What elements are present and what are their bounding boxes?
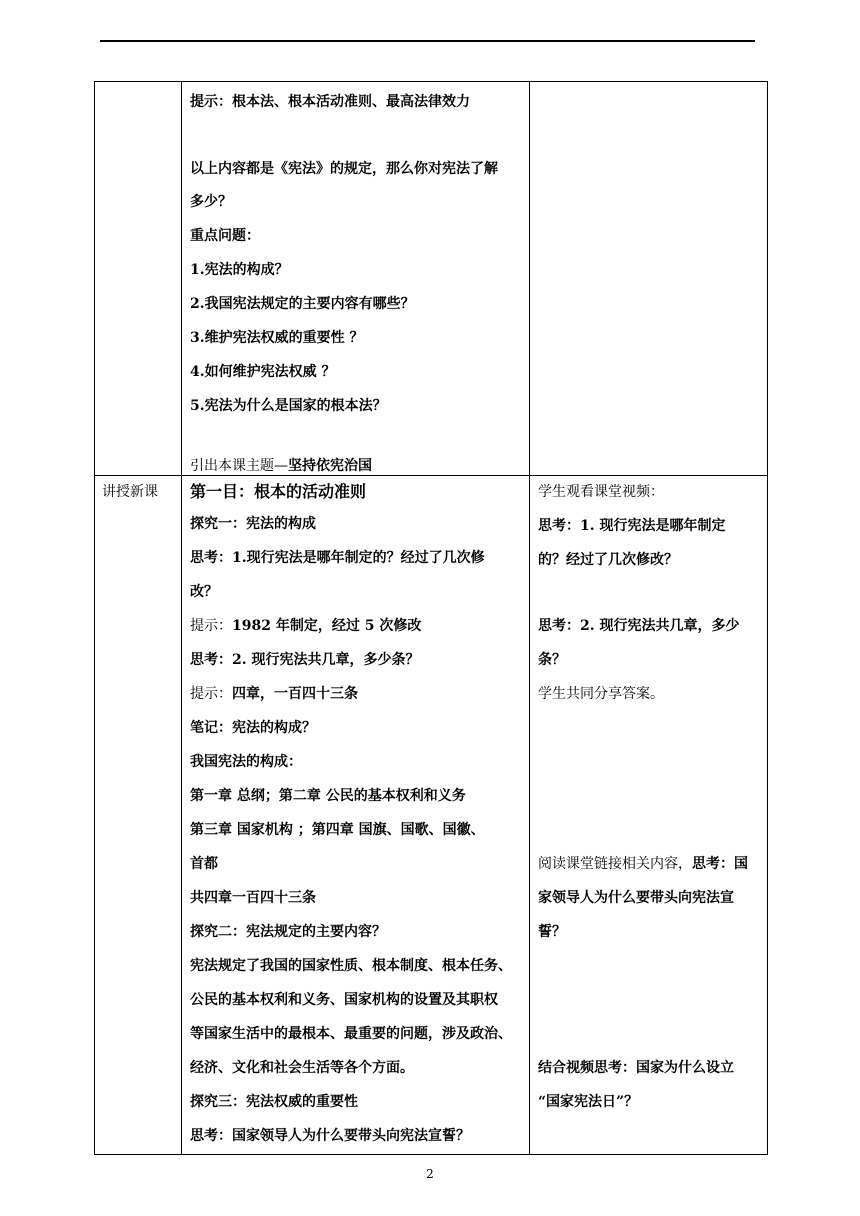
activity-line bbox=[538, 854, 748, 874]
intro-prefix: 引出本课主题— bbox=[190, 458, 288, 474]
activity-line: 誓？ bbox=[538, 924, 566, 940]
hint-line: 提示：根本法、根本活动准则、最高法律效力 bbox=[190, 94, 470, 110]
hint-text: 1982 年制定，经过 5 次修改 bbox=[232, 618, 422, 634]
hint-line bbox=[190, 684, 358, 704]
activity-line: 家领导人为什么要带头向宪法宣 bbox=[538, 890, 734, 906]
text-line: 以上内容都是《宪法》的规定，那么你对宪法了解 bbox=[190, 161, 498, 177]
text-line: 探究三：宪法权威的重要性 bbox=[190, 1094, 358, 1110]
hint-line bbox=[190, 616, 421, 636]
section-label: 讲授新课 bbox=[102, 484, 158, 500]
read-prefix: 阅读课堂链接相关内容， bbox=[538, 856, 692, 872]
section-title: 第一目：根本的活动准则 bbox=[190, 482, 367, 501]
question-item: 2.我国宪法规定的主要内容有哪些？ bbox=[190, 296, 415, 312]
page-number: 2 bbox=[426, 1167, 434, 1181]
activity-line: 的？经过了几次修改？ bbox=[538, 552, 678, 568]
text-line: 公民的基本权利和义务、国家机构的设置及其职权 bbox=[190, 992, 498, 1008]
intro-topic: 坚持依宪治国 bbox=[288, 458, 372, 474]
table-row bbox=[95, 476, 768, 1155]
text-line: 第三章 国家机构 ；第四章 国旗、国歌、国徽、 bbox=[190, 822, 485, 838]
activity-line: 思考：1. 现行宪法是哪年制定 bbox=[538, 518, 726, 534]
header-rule bbox=[100, 40, 755, 42]
row2-content-cell bbox=[182, 476, 530, 1155]
row1-right-cell bbox=[530, 82, 768, 476]
lesson-plan-table bbox=[94, 81, 768, 1155]
hint-prefix: 提示： bbox=[190, 618, 232, 634]
read-bold: 思考：国 bbox=[692, 856, 748, 872]
row2-label-cell bbox=[95, 476, 182, 1155]
activity-line: 结合视频思考：国家为什么设立 bbox=[538, 1060, 734, 1076]
intro-line bbox=[190, 456, 372, 476]
question-item: 1.宪法的构成？ bbox=[190, 262, 289, 278]
text-line: 第一章 总纲；第二章 公民的基本权利和义务 bbox=[190, 788, 466, 804]
text-line: 我国宪法的构成： bbox=[190, 754, 302, 770]
hint-prefix: 提示： bbox=[190, 686, 232, 702]
question-item: 3.维护宪法权威的重要性 ？ bbox=[190, 330, 364, 346]
text-line: 笔记：宪法的构成？ bbox=[190, 720, 316, 736]
text-line: 多少？ bbox=[190, 194, 232, 210]
question-item: 5.宪法为什么是国家的根本法？ bbox=[190, 398, 387, 414]
text-line: 重点问题： bbox=[190, 228, 260, 244]
activity-line: 学生共同分享答案。 bbox=[538, 686, 664, 702]
text-line: 共四章一百四十三条 bbox=[190, 890, 316, 906]
activity-line: “国家宪法日”？ bbox=[538, 1094, 639, 1110]
activity-line: 思考：2. 现行宪法共几章，多少 bbox=[538, 618, 740, 634]
activity-line: 条？ bbox=[538, 652, 566, 668]
text-line: 探究一：宪法的构成 bbox=[190, 516, 316, 532]
text-line: 改？ bbox=[190, 584, 218, 600]
hint-text: 四章，一百四十三条 bbox=[232, 686, 358, 702]
question-item: 4.如何维护宪法权威 ？ bbox=[190, 364, 336, 380]
text-line: 等国家生活中的最根本、最重要的问题，涉及政治、 bbox=[190, 1026, 512, 1042]
table-row bbox=[95, 82, 768, 476]
row2-right-cell bbox=[530, 476, 768, 1155]
activity-line: 学生观看课堂视频： bbox=[538, 484, 664, 500]
text-line: 思考：1.现行宪法是哪年制定的？经过了几次修 bbox=[190, 550, 485, 566]
text-line: 首都 bbox=[190, 856, 218, 872]
text-line: 探究二：宪法规定的主要内容？ bbox=[190, 924, 386, 940]
text-line: 宪法规定了我国的国家性质、根本制度、根本任务、 bbox=[190, 958, 512, 974]
text-line: 思考：2. 现行宪法共几章，多少条？ bbox=[190, 652, 420, 668]
text-line: 思考：国家领导人为什么要带头向宪法宣誓？ bbox=[190, 1128, 470, 1144]
row1-content-cell bbox=[182, 82, 530, 476]
text-line: 经济、文化和社会生活等各个方面。 bbox=[190, 1060, 414, 1076]
row1-label-cell bbox=[95, 82, 182, 476]
